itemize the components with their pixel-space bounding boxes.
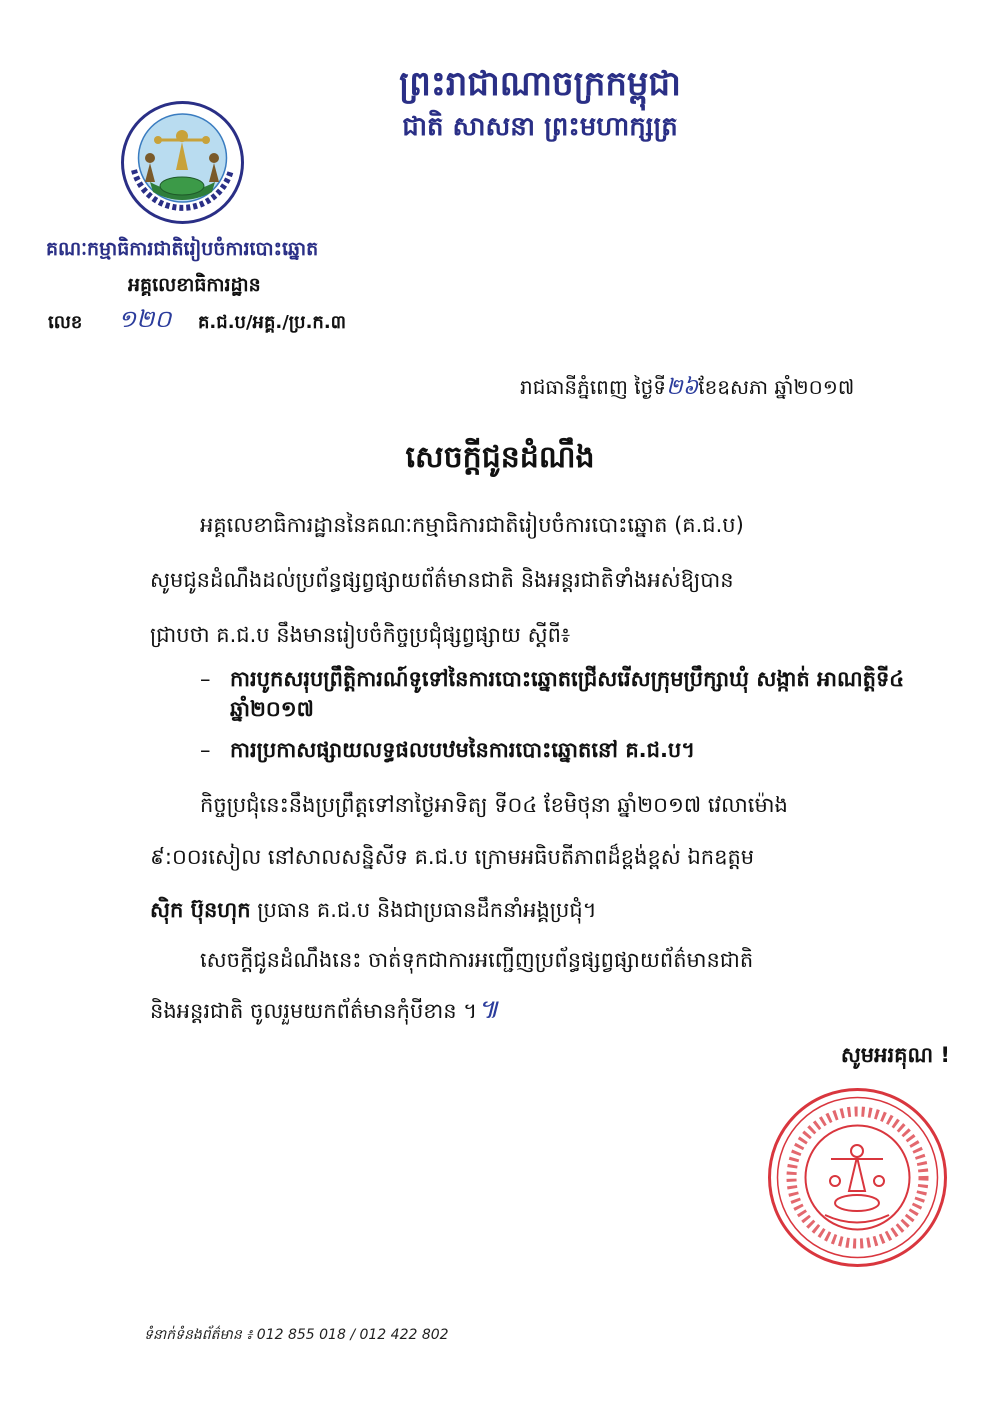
date-suffix: ខែឧសភា ឆ្នាំ២០១៧	[698, 375, 855, 399]
date-line	[520, 372, 950, 403]
bullet-text: ការប្រកាសផ្សាយលទ្ធផលបឋមនៃការបោះឆ្នោតនៅ គ.ជ.ប។	[230, 738, 696, 762]
paragraph-2-line-1: កិច្ចប្រជុំនេះនឹងប្រព្រឹត្តទៅនាថ្ងៃអាទិត្យ ទី០៤ ខែមិថុនា ឆ្នាំ២០១៧ វេលាម៉ោង	[200, 793, 788, 817]
date-day: ២៦	[666, 375, 699, 400]
kingdom-heading: ព្រះរាជាណាចក្រកម្ពុជា	[399, 64, 681, 104]
chairman-name: ស៊ិក ប៊ុនហុក	[150, 898, 251, 922]
official-seal-stamp	[765, 1085, 950, 1270]
paragraph-1-line-1: អគ្គលេខាធិការដ្ឋាននៃគណៈកម្មាធិការជាតិរៀបចំការបោះឆ្នោត (គ.ជ.ប)	[200, 513, 744, 537]
national-motto: ជាតិ សាសនា ព្រះមហាក្សត្រ	[402, 112, 678, 142]
paragraph-3-line-2	[150, 995, 940, 1026]
reference-number: ១២០	[118, 305, 172, 333]
paragraph-1-line-3: ជ្រាបថា គ.ជ.ប នឹងមានរៀបចំកិច្ចប្រជុំផ្សព្វផ្សាយ ស្តីពី៖	[150, 623, 571, 647]
bullet-dash: –	[200, 667, 211, 691]
list-item	[200, 735, 900, 765]
nec-emblem-logo	[120, 100, 245, 225]
reference-code: គ.ជ.ប/អគ្គ./ប្រ.ក.៣	[198, 312, 347, 333]
closing-thanks: សូមអរគុណ !	[840, 1043, 950, 1067]
secretariat-name: អគ្គលេខាធិការដ្ឋាន	[128, 274, 261, 296]
bullet-dash: –	[200, 738, 211, 762]
paragraph-3-line-1: សេចក្តីជូនដំណឹងនេះ ចាត់ទុកជាការអញ្ជើញប្រព័ន្ធផ្សព្វផ្សាយព័ត៌មានជាតិ	[200, 948, 754, 972]
committee-name: គណៈកម្មាធិការជាតិរៀបចំការបោះឆ្នោត	[46, 238, 319, 260]
paragraph-3-line-2-text: និងអន្តរជាតិ ចូលរួមយកព័ត៌មានកុំបីខាន ។	[150, 999, 478, 1023]
paragraph-2-line-3-text: ប្រធាន គ.ជ.ប និងជាប្រធានដឹកនាំអង្គប្រជុំ។	[250, 898, 597, 922]
paragraph-1-line-2: សូមជូនដំណឹងដល់ប្រព័ន្ធផ្សព្វផ្សាយព័ត៌មានជាតិ និងអន្តរជាតិទាំងអស់ឱ្យបាន	[150, 568, 734, 592]
contact-line: ទំនាក់ទំនងព័ត៌មាន ៖ 012 855 018 / 012 422 802	[144, 1327, 449, 1343]
reference-label: លេខ	[48, 312, 83, 333]
paragraph-2-line-3	[150, 895, 940, 925]
end-mark: ៕	[477, 995, 499, 1025]
list-item	[200, 664, 905, 724]
bullet-text: ការបូកសរុបព្រឹត្តិការណ៍ទូទៅនៃការបោះឆ្នោតជ្រើសរើសក្រុមប្រឹក្សាឃុំ សង្កាត់ អាណត្តិទី៤ ឆ្នាំ២០១៧	[230, 667, 905, 721]
paragraph-2-line-2: ៩:០០រសៀល នៅសាលសន្និសីទ គ.ជ.ប ក្រោមអធិបតីភាពដ៏ខ្ពង់ខ្ពស់ ឯកឧត្តម	[150, 845, 755, 869]
notice-title: សេចក្តីជូនដំណឹង	[405, 440, 595, 475]
reference-line	[48, 305, 448, 337]
date-prefix: រាជធានីភ្នំពេញ ថ្ងៃទី	[520, 375, 667, 399]
